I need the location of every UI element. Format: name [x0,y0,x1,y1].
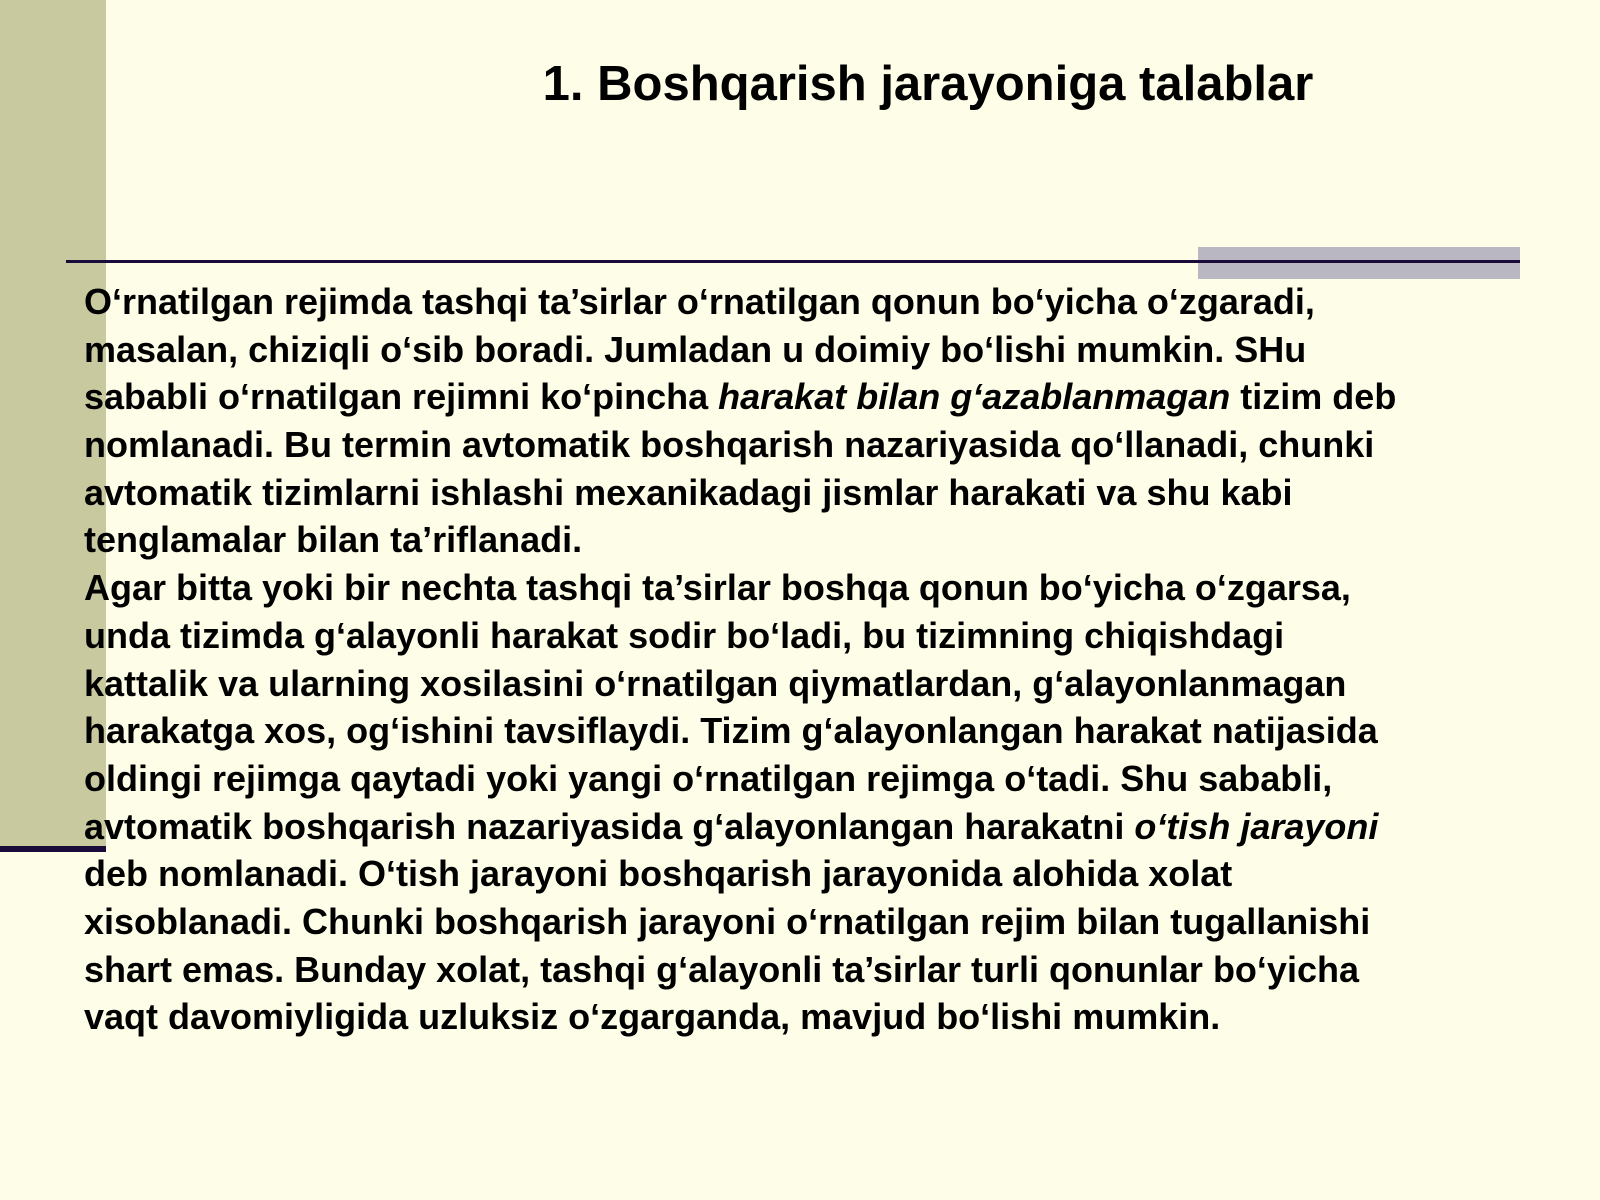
text-run: harakatga xos, og‘ishini tavsiflaydi. Tizim g‘alayonlangan harakat natijasida [84,710,1378,752]
text-run: sababli o‘rnatilgan rejimni ko‘pincha [84,376,719,418]
body-line [84,660,1554,708]
header-divider [66,260,1520,263]
text-run: oldingi rejimga qaytadi yoki yangi o‘rnatilgan rejimga o‘tadi. Shu sababli, [84,757,1333,799]
body-line [84,421,1554,469]
body-line [84,326,1554,374]
italic-term: harakat bilan g‘azablanmagan [718,376,1231,418]
text-run: avtomatik boshqarish nazariyasida g‘alayonlangan harakatni [84,805,1135,847]
body-line [84,803,1554,851]
text-run: deb nomlanadi. O‘tish jarayoni boshqarish jarayonida alohida xolat [84,853,1233,895]
body-line [84,564,1554,612]
text-run: tenglamalar bilan ta’riflanadi. [84,519,583,561]
accent-block [1198,247,1520,279]
body-line [84,993,1554,1041]
body-line [84,516,1554,564]
text-run: kattalik va ularning xosilasini o‘rnatilgan qiymatlardan, g‘alayonlanmagan [84,662,1347,704]
body-line [84,373,1554,421]
text-run: xisoblanadi. Chunki boshqarish jarayoni o‘rnatilgan rejim bilan tugallanishi [84,900,1371,942]
text-run: Agar bitta yoki bir nechta tashqi ta’sirlar boshqa qonun bo‘yicha o‘zgarsa, [84,567,1351,609]
body-line [84,755,1554,803]
text-run: vaqt davomiyligida uzluksiz o‘zgarganda, mavjud bo‘lishi mumkin. [84,996,1221,1038]
text-run: shart emas. Bunday xolat, tashqi g‘alayonli ta’sirlar turli qonunlar bo‘yicha [84,948,1359,990]
text-run: masalan, chiziqli o‘sib boradi. Jumladan u doimiy bo‘lishi mumkin. SHu [84,328,1307,370]
text-run: unda tizimda g‘alayonli harakat sodir bo‘ladi, bu tizimning chiqishdagi [84,614,1285,656]
text-run: nomlanadi. Bu termin avtomatik boshqarish nazariyasida qo‘llanadi, chunki [84,424,1375,466]
body-line [84,898,1554,946]
body-line [84,850,1554,898]
body-line [84,469,1554,517]
slide-title: 1. Boshqarish jarayoniga talablar [542,57,1314,111]
italic-term: o‘tish jarayoni [1134,805,1379,847]
slide-body [84,278,1554,1041]
body-line [84,612,1554,660]
text-run: tizim deb [1230,376,1397,418]
text-run: avtomatik tizimlarni ishlashi mexanikadagi jismlar harakati va shu kabi [84,471,1293,513]
body-line [84,946,1554,994]
body-line [84,278,1554,326]
text-run: O‘rnatilgan rejimda tashqi ta’sirlar o‘rnatilgan qonun bo‘yicha o‘zgaradi, [84,281,1315,322]
body-line [84,707,1554,755]
